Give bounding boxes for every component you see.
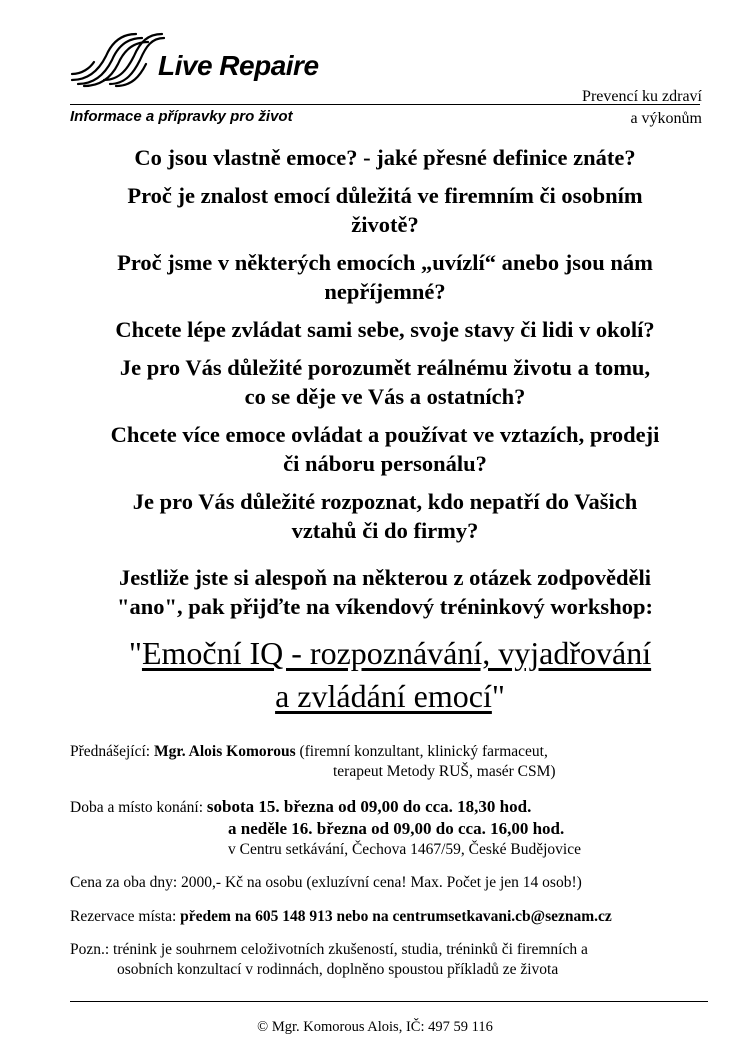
slogan: [502, 86, 702, 130]
title-line-2: a zvládání emocí: [275, 678, 492, 714]
brand-name: Live Repaire: [158, 50, 319, 81]
slogan-line-2: a výkonům: [630, 110, 702, 127]
question: Proč je znalost emocí důležitá ve firemním či osobním životě?: [127, 183, 643, 237]
tagline: Informace a přípravky pro život: [70, 108, 293, 125]
price-row: Cena za oba dny: 2000,- Kč na osobu (exluzívní cena! Max. Počet je jen 14 osob!): [70, 874, 582, 891]
date-row: Doba a místo konání: sobota 15. března od 09,00 do cca. 18,30 hod. a neděle 16. března od 09,00 do cca. 16,00 hod. v Centru setkávání, Čechova 1467/59, České Budějovice: [70, 797, 720, 860]
header-divider: [70, 104, 700, 105]
event-details: [70, 742, 720, 980]
question: Je pro Vás důležité porozumět reálnému životu a tomu, co se děje ve Vás a ostatních?: [119, 355, 651, 409]
brand-logo: [70, 28, 330, 88]
question: Proč jsme v některých emocích „uvízlí“ anebo jsou nám nepříjemné?: [117, 250, 653, 304]
question: Co jsou vlastně emoce? - jaké přesné definice znáte?: [134, 145, 636, 170]
venue: v Centru setkávání, Čechova 1467/59, České Budějovice: [228, 841, 581, 858]
question: Chcete více emoce ovládat a používat ve vztazích, prodeji či náboru personálu?: [110, 422, 660, 476]
slogan-line-1: Prevencí ku zdraví: [582, 88, 702, 105]
lecturer-name: Mgr. Alois Komorous: [153, 743, 296, 760]
footer-divider: [70, 1001, 708, 1002]
question: Je pro Vás důležité rozpoznat, kdo nepatří do Vašich vztahů či do firmy?: [132, 489, 638, 543]
date-sunday: a neděle 16. března od 09,00 do cca. 16,00 hod.: [228, 819, 565, 838]
call-to-action: Jestliže jste si alespoň na některou z otázek zodpověděli "ano", pak přijďte na víkendový tréninkový workshop:: [117, 565, 653, 619]
reservation-row: Rezervace místa: předem na 605 148 913 nebo na centrumsetkavani.cb@seznam.cz: [70, 908, 612, 925]
title-line-1: Emoční IQ - rozpoznávání, vyjadřování: [141, 635, 652, 671]
note-row: Pozn.: trénink je souhrnem celoživotních zkušeností, studia, tréninků či firemních a osobních konzultací v rodinnách, doplněno spoustou příkladů ze života: [70, 941, 588, 978]
date-saturday: sobota 15. března od 09,00 do cca. 18,30 hod.: [206, 797, 532, 816]
question: Chcete lépe zvládat sami sebe, svoje stavy či lidi v okolí?: [115, 317, 655, 342]
workshop-title: "Emoční IQ - rozpoznávání, vyjadřování a zvládání emocí": [128, 635, 652, 714]
swoosh-logo-icon: [70, 28, 165, 88]
lecturer-row: Přednášející: Mgr. Alois Komorous (firemní konzultant, klinický farmaceut, terapeut Metody RUŠ, masér CSM): [70, 743, 556, 780]
reservation-contact: předem na 605 148 913 nebo na centrumsetkavani.cb@seznam.cz: [180, 908, 612, 925]
question-list: [60, 143, 710, 630]
footer-copyright: © Mgr. Komorous Alois, IČ: 497 59 116: [257, 1019, 493, 1035]
